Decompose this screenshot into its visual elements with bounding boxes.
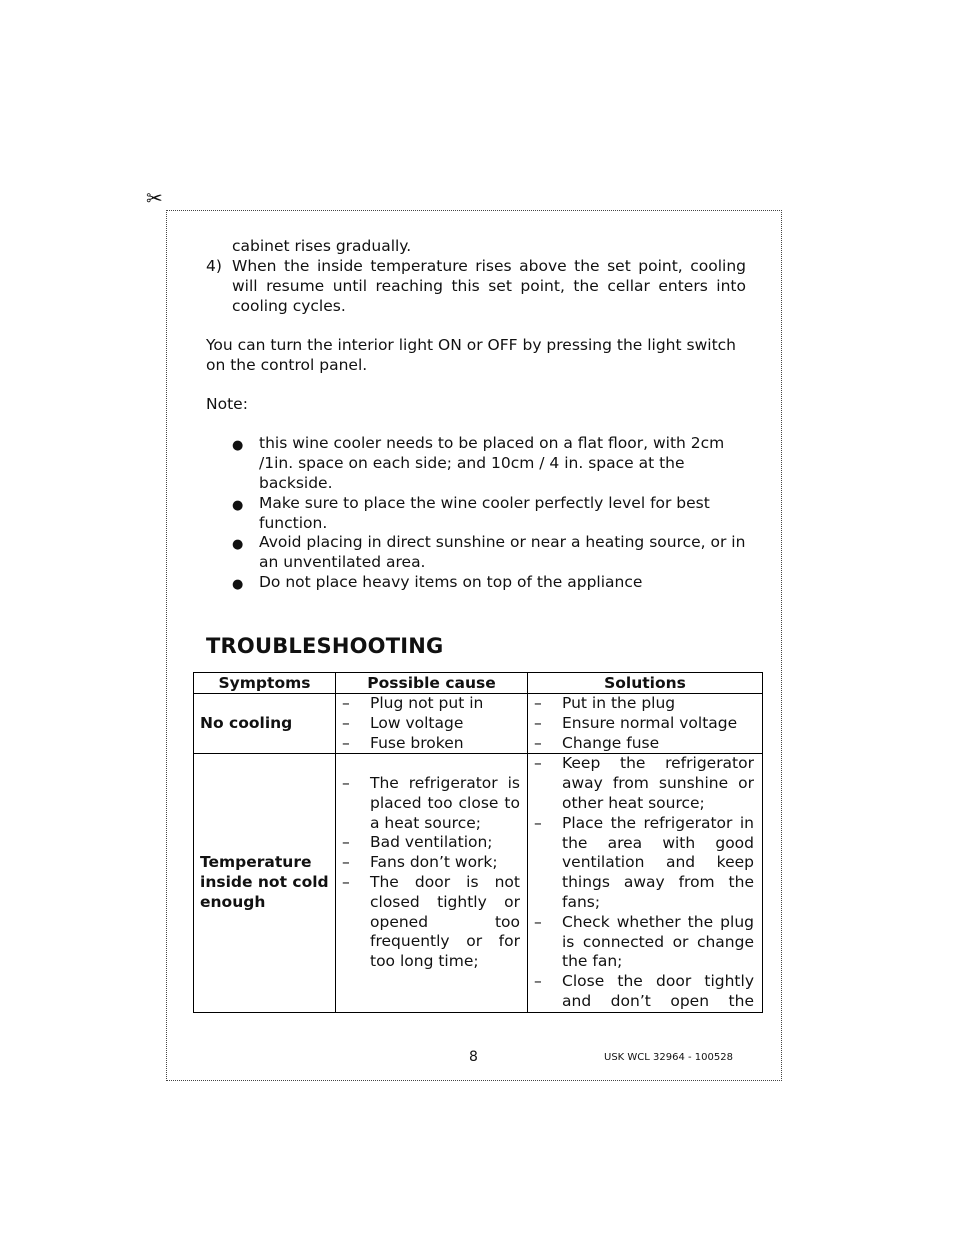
note-item: Make sure to place the wine cooler perfectly level for best function.	[259, 494, 710, 532]
table-header-row	[194, 673, 763, 694]
light-paragraph: You can turn the interior light ON or OFF by pressing the light switch on the control panel.	[206, 336, 736, 374]
scissors-icon: ✂	[146, 186, 163, 210]
list-item-4: When the inside temperature rises above the set point, cooling will resume until reaching this set point, the cellar enters into cooling cycles.	[232, 257, 746, 315]
cause-item: – Fuse broken	[336, 734, 521, 754]
note-item: Avoid placing in direct sunshine or near a heating source, or in an unventilated area.	[259, 533, 746, 571]
solutions-cell	[528, 694, 763, 754]
column-header: Symptoms	[194, 673, 336, 694]
section-heading: TROUBLESHOOTING	[206, 634, 444, 658]
cause-item: – Plug not put in	[336, 694, 521, 714]
solution-item: – Place the refrigerator in the area with good ventilation and keep things away from the fans;	[528, 814, 754, 913]
intro-continuation: cabinet rises gradually.	[232, 237, 412, 255]
column-header: Possible cause	[336, 673, 528, 694]
troubleshooting-table	[193, 672, 763, 1013]
cause-item: – The refrigerator is placed too close to a heat source;	[336, 774, 520, 833]
bullet-icon: ●	[232, 498, 244, 513]
note-item: Do not place heavy items on top of the appliance	[259, 573, 643, 591]
note-label: Note:	[206, 395, 248, 413]
document-code: USK WCL 32964 - 100528	[604, 1052, 733, 1063]
cause-item: – Low voltage	[336, 714, 521, 734]
bullet-icon: ●	[232, 537, 244, 552]
symptom-cell: No cooling	[194, 694, 336, 754]
solution-item: – Ensure normal voltage	[528, 714, 754, 734]
solution-item: – Check whether the plug is connected or change the fan;	[528, 913, 754, 972]
page-number: 8	[469, 1049, 478, 1065]
cause-item: – The door is not closed tightly or opened too frequently or for too long time;	[336, 873, 520, 972]
column-header: Solutions	[528, 673, 763, 694]
table-row	[194, 754, 763, 1012]
causes-cell	[336, 754, 528, 1012]
cause-item: – Fans don’t work;	[336, 853, 520, 873]
solution-item: – Change fuse	[528, 734, 754, 754]
causes-cell	[336, 694, 528, 754]
list-number-4: 4)	[206, 257, 222, 275]
table-row	[194, 694, 763, 754]
solution-item: – Keep the refrigerator away from sunshine or other heat source;	[528, 754, 754, 813]
solutions-cell	[528, 754, 763, 1012]
cause-item: – Bad ventilation;	[336, 833, 520, 853]
bullet-icon: ●	[232, 577, 244, 592]
solution-item: – Put in the plug	[528, 694, 754, 714]
note-item: this wine cooler needs to be placed on a flat floor, with 2cm /1in. space on each side; and 10cm / 4 in. space at the backside.	[259, 434, 725, 492]
symptom-cell: Temperature inside not cold enough	[194, 754, 336, 1012]
solution-item: – Close the door tightly and don’t open the	[528, 972, 754, 1012]
bullet-icon: ●	[232, 438, 244, 453]
